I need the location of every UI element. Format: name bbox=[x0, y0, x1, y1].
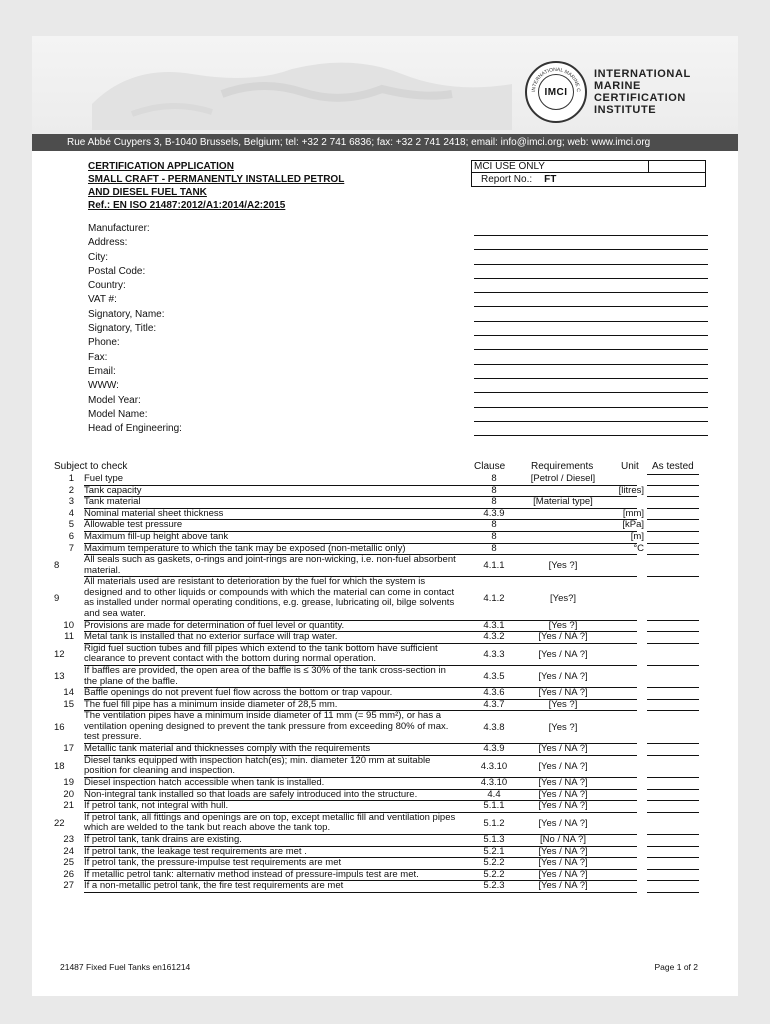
row-number: 14 bbox=[63, 687, 74, 699]
field-row bbox=[88, 365, 708, 379]
as-tested-field[interactable] bbox=[647, 644, 699, 666]
letterhead-banner bbox=[32, 36, 738, 134]
table-row bbox=[54, 835, 714, 847]
row-number: 27 bbox=[63, 880, 74, 892]
row-subject: Metallic tank material and thicknesses comply with the requirements bbox=[84, 743, 371, 755]
row-subject: Allowable test pressure bbox=[84, 519, 183, 531]
row-clause: 4.1.2 bbox=[483, 592, 505, 604]
check-table-header: Subject to check Clause Requirements Unit As tested bbox=[54, 461, 694, 472]
field-row bbox=[88, 422, 708, 436]
row-clause: 4.1.1 bbox=[483, 560, 505, 571]
as-tested-field[interactable] bbox=[647, 881, 699, 893]
row-subject: If petrol tank, the pressure-impulse test requirements are met bbox=[84, 857, 342, 869]
row-requirement: [Yes ?] bbox=[548, 560, 578, 571]
row-subject: Non-integral tank installed so that loads are safely introduced into the structure. bbox=[84, 788, 418, 800]
table-row bbox=[54, 532, 714, 544]
application-title: CERTIFICATION APPLICATION SMALL CRAFT - PERMANENTLY INSTALLED PETROL AND DIESEL FUEL TANK Ref.: EN ISO 21487:2012/A1:2014/A2:2015 bbox=[88, 161, 345, 211]
field-row bbox=[88, 279, 708, 293]
row-subject: Tank capacity bbox=[84, 484, 142, 496]
row-clause: 5.2.2 bbox=[483, 857, 505, 869]
row-clause: 4.3.8 bbox=[483, 721, 505, 733]
row-clause: 5.1.1 bbox=[483, 800, 505, 812]
row-subject: If petrol tank, tank drains are existing. bbox=[84, 834, 242, 846]
table-row bbox=[54, 756, 714, 778]
row-subject: If petrol tank, not integral with hull. bbox=[84, 800, 229, 812]
row-clause: 5.1.3 bbox=[483, 834, 505, 846]
as-tested-field[interactable] bbox=[647, 486, 699, 498]
row-requirement: [No / NA ?] bbox=[540, 834, 586, 846]
as-tested-field[interactable] bbox=[647, 744, 699, 756]
row-number: 1 bbox=[68, 473, 74, 484]
row-subject: Diesel tanks equipped with inspection hatch(es); min. diameter 120 mm at suitable position for cleaning and inspection. bbox=[84, 754, 431, 777]
row-number: 26 bbox=[63, 868, 74, 880]
as-tested-field[interactable] bbox=[647, 778, 699, 790]
field-row bbox=[88, 379, 708, 393]
as-tested-field[interactable] bbox=[647, 870, 699, 882]
row-requirement: [Yes / NA ?] bbox=[538, 817, 588, 829]
field-label: Head of Engineering: bbox=[88, 423, 182, 435]
row-requirement: [Yes ?] bbox=[548, 721, 578, 733]
field-label: Signatory, Name: bbox=[88, 308, 165, 320]
field-label: Signatory, Title: bbox=[88, 323, 157, 335]
row-number: 20 bbox=[63, 788, 74, 800]
as-tested-field[interactable] bbox=[647, 756, 699, 778]
row-subject: Nominal material sheet thickness bbox=[84, 507, 224, 519]
row-clause: 8 bbox=[491, 484, 497, 496]
as-tested-field[interactable] bbox=[647, 790, 699, 802]
row-requirement: [Yes?] bbox=[549, 592, 577, 604]
row-number: 6 bbox=[68, 530, 74, 542]
row-requirement: [Yes / NA ?] bbox=[538, 760, 588, 772]
applicant-fields bbox=[88, 222, 708, 436]
table-row bbox=[54, 813, 714, 835]
field-label: City: bbox=[88, 251, 108, 263]
row-number: 7 bbox=[68, 542, 74, 554]
row-requirement: [Yes / NA ?] bbox=[538, 880, 588, 892]
check-table bbox=[54, 460, 714, 893]
row-number: 10 bbox=[63, 619, 74, 631]
row-number: 24 bbox=[63, 845, 74, 857]
row-subject: Rigid fuel suction tubes and fill pipes which extend to the tank bottom have sufficient clearance to prevent contact with the bottom during normal operation. bbox=[84, 642, 438, 665]
table-row bbox=[54, 778, 714, 790]
row-number: 18 bbox=[54, 760, 65, 772]
footer-doc-id: 21487 Fixed Fuel Tanks en161214 bbox=[60, 962, 191, 972]
row-subject: Maximum temperature to which the tank may be exposed (non-metallic only) bbox=[84, 542, 406, 554]
field-label: VAT #: bbox=[88, 294, 117, 306]
row-number: 8 bbox=[54, 560, 60, 571]
row-requirement: [Yes / NA ?] bbox=[538, 631, 588, 643]
field-row bbox=[88, 308, 708, 322]
row-number: 25 bbox=[63, 857, 74, 869]
row-number: 3 bbox=[68, 496, 74, 508]
row-number: 13 bbox=[54, 670, 65, 682]
row-subject: If a non-metallic petrol tank, the fire test requirements are met bbox=[84, 880, 344, 892]
table-row bbox=[54, 881, 714, 893]
row-clause: 8 bbox=[491, 519, 497, 531]
row-requirement: [Yes / NA ?] bbox=[538, 857, 588, 869]
row-clause: 5.2.2 bbox=[483, 868, 505, 880]
field-label: Model Year: bbox=[88, 394, 141, 406]
row-unit: [mm] bbox=[622, 507, 644, 519]
field-label: Postal Code: bbox=[88, 265, 146, 277]
row-requirement: [Yes ?] bbox=[548, 619, 578, 631]
field-row bbox=[88, 236, 708, 250]
row-number: 22 bbox=[54, 817, 65, 829]
row-unit: °C bbox=[633, 542, 644, 554]
row-divider bbox=[84, 892, 637, 893]
row-subject: If metallic petrol tank: alternativ method instead of pressure-impuls test are met. bbox=[84, 868, 419, 880]
as-tested-field[interactable] bbox=[647, 700, 699, 712]
field-row bbox=[88, 351, 708, 365]
row-number: 12 bbox=[54, 648, 65, 660]
row-requirement: [Yes ?] bbox=[548, 698, 578, 710]
as-tested-field[interactable] bbox=[647, 688, 699, 700]
row-clause: 4.3.1 bbox=[483, 619, 505, 631]
field-row bbox=[88, 408, 708, 422]
as-tested-field[interactable] bbox=[647, 632, 699, 644]
field-label: WWW: bbox=[88, 380, 119, 392]
row-number: 4 bbox=[68, 507, 74, 519]
as-tested-field[interactable] bbox=[647, 801, 699, 813]
as-tested-field[interactable] bbox=[647, 497, 699, 509]
table-row bbox=[54, 577, 714, 620]
mci-use-only-box: MCI USE ONLY Report No.: FT bbox=[471, 160, 706, 187]
field-row bbox=[88, 251, 708, 265]
row-requirement: [Yes / NA ?] bbox=[538, 687, 588, 699]
field-label: Email: bbox=[88, 365, 116, 377]
field-label: Phone: bbox=[88, 337, 120, 349]
footer-page-number: Page 1 of 2 bbox=[654, 962, 698, 972]
row-unit: [litres] bbox=[618, 484, 644, 496]
row-clause: 4.4 bbox=[487, 788, 501, 800]
organization-name: INTERNATIONAL MARINE CERTIFICATION INSTITUTE bbox=[594, 68, 691, 116]
row-requirement: [Yes / NA ?] bbox=[538, 788, 588, 800]
world-map-graphic bbox=[72, 44, 532, 130]
row-requirement: [Yes / NA ?] bbox=[538, 845, 588, 857]
row-clause: 8 bbox=[491, 496, 497, 508]
row-subject: All seals such as gaskets, o-rings and joint-rings are non-wicking, i.e. non-fuel absorbent material. bbox=[84, 554, 456, 576]
row-number: 11 bbox=[64, 631, 74, 643]
row-requirement: [Yes / NA ?] bbox=[538, 868, 588, 880]
table-row bbox=[54, 486, 714, 498]
row-clause: 4.3.3 bbox=[483, 648, 505, 660]
row-requirement: [Yes / NA ?] bbox=[538, 777, 588, 789]
field-row bbox=[88, 265, 708, 279]
as-tested-field[interactable] bbox=[647, 847, 699, 859]
field-label: Country: bbox=[88, 280, 126, 292]
row-number: 21 bbox=[63, 800, 74, 812]
row-number: 23 bbox=[63, 834, 74, 846]
row-requirement: [Material type] bbox=[533, 496, 593, 508]
row-clause: 4.3.5 bbox=[483, 670, 505, 682]
row-number: 9 bbox=[54, 592, 60, 604]
as-tested-field[interactable] bbox=[647, 835, 699, 847]
row-clause: 4.3.10 bbox=[480, 760, 508, 772]
as-tested-field[interactable] bbox=[647, 544, 699, 556]
row-requirement: [Yes / NA ?] bbox=[538, 800, 588, 812]
as-tested-field[interactable] bbox=[647, 532, 699, 544]
row-subject: Metal tank is installed that no exterior surface will trap water. bbox=[84, 631, 338, 643]
field-label: Manufacturer: bbox=[88, 223, 150, 234]
svg-text:INTERNATIONAL MARINE CERTIFICA: INTERNATIONAL MARINE C bbox=[530, 66, 582, 93]
field-row bbox=[88, 293, 708, 307]
row-number: 19 bbox=[63, 777, 74, 789]
table-row bbox=[54, 474, 714, 486]
row-number: 16 bbox=[54, 721, 65, 733]
field-label: Fax: bbox=[88, 351, 108, 363]
row-requirement: [Yes / NA ?] bbox=[538, 743, 588, 755]
field-label: Address: bbox=[88, 237, 128, 249]
as-tested-field[interactable] bbox=[647, 520, 699, 532]
as-tested-field[interactable] bbox=[647, 666, 699, 688]
row-subject: All materials used are resistant to deterioration by the fuel for which the system is designed and to other liquids or compounds with which the material can come in contact as installed under normal operating conditions, e.g. grease, lubricating oil, bilge solvents and sea water. bbox=[84, 576, 455, 619]
row-clause: 4.3.7 bbox=[483, 698, 505, 710]
document-page bbox=[32, 36, 738, 996]
field-row bbox=[88, 394, 708, 408]
row-subject: Fuel type bbox=[84, 473, 124, 484]
row-number: 2 bbox=[68, 484, 74, 496]
row-clause: 8 bbox=[491, 473, 497, 484]
field-input-line[interactable] bbox=[474, 435, 708, 436]
table-row bbox=[54, 666, 714, 688]
row-requirement: [Yes / NA ?] bbox=[538, 670, 588, 682]
row-clause: 5.2.1 bbox=[483, 845, 505, 857]
row-requirement: [Petrol / Diesel] bbox=[530, 473, 596, 484]
table-row bbox=[54, 711, 714, 744]
row-clause: 4.3.9 bbox=[483, 507, 505, 519]
row-clause: 5.1.2 bbox=[483, 817, 505, 829]
row-subject: If baffles are provided, the open area of the baffle is ≤ 30% of the tank cross-section in the plane of the baffle. bbox=[84, 665, 446, 687]
row-subject: If petrol tank, all fittings and openings are on top, except metallic fill and ventilation pipes which are welded to the tank but reach above the tank top. bbox=[84, 811, 456, 834]
row-unit: [kPa] bbox=[622, 519, 644, 531]
imci-seal-logo: INTERNATIONAL MARINE C IMCI bbox=[525, 61, 587, 123]
row-clause: 8 bbox=[491, 530, 497, 542]
contact-address-bar: Rue Abbé Cuypers 3, B-1040 Brussels, Belgium; tel: +32 2 741 6836; fax: +32 2 741 2418; email: info@imci.org; web: www.imci.org bbox=[32, 134, 738, 151]
row-number: 15 bbox=[63, 698, 74, 710]
field-label: Model Name: bbox=[88, 408, 148, 420]
field-row bbox=[88, 322, 708, 336]
as-tested-field[interactable] bbox=[647, 577, 699, 620]
row-subject: Tank material bbox=[84, 496, 141, 508]
as-tested-field[interactable] bbox=[647, 509, 699, 521]
as-tested-field[interactable] bbox=[647, 711, 699, 744]
row-number: 17 bbox=[63, 743, 74, 755]
row-clause: 4.3.6 bbox=[483, 687, 505, 699]
row-subject: Diesel inspection hatch accessible when tank is installed. bbox=[84, 777, 325, 789]
table-row bbox=[54, 644, 714, 666]
field-row bbox=[88, 222, 708, 236]
row-clause: 5.2.3 bbox=[483, 880, 505, 892]
row-subject: Provisions are made for determination of fuel level or quantity. bbox=[84, 619, 345, 631]
as-tested-field[interactable] bbox=[647, 813, 699, 835]
row-clause: 4.3.10 bbox=[480, 777, 508, 789]
row-requirement: [Yes / NA ?] bbox=[538, 648, 588, 660]
row-subject: If petrol tank, the leakage test requirements are met . bbox=[84, 845, 307, 857]
as-tested-field[interactable] bbox=[647, 555, 699, 577]
row-unit: [m] bbox=[630, 530, 644, 542]
row-subject: The fuel fill pipe has a minimum inside diameter of 28,5 mm. bbox=[84, 698, 338, 710]
row-subject: Baffle openings do not prevent fuel flow across the bottom or trap vapour. bbox=[84, 687, 393, 699]
as-tested-field[interactable] bbox=[647, 474, 699, 486]
as-tested-field[interactable] bbox=[647, 858, 699, 870]
field-row bbox=[88, 336, 708, 350]
row-clause: 4.3.2 bbox=[483, 631, 505, 643]
row-clause: 4.3.9 bbox=[483, 743, 505, 755]
row-subject: The ventilation pipes have a minimum inside diameter of 11 mm (= 95 mm²), or has a ventilation opening designed to prevent the tank pressure from exceeding 80% of max. test pressure. bbox=[84, 710, 449, 743]
row-number: 5 bbox=[68, 519, 74, 531]
table-row bbox=[54, 555, 714, 577]
row-clause: 8 bbox=[491, 542, 497, 554]
as-tested-field[interactable] bbox=[647, 621, 699, 633]
row-subject: Maximum fill-up height above tank bbox=[84, 530, 229, 542]
